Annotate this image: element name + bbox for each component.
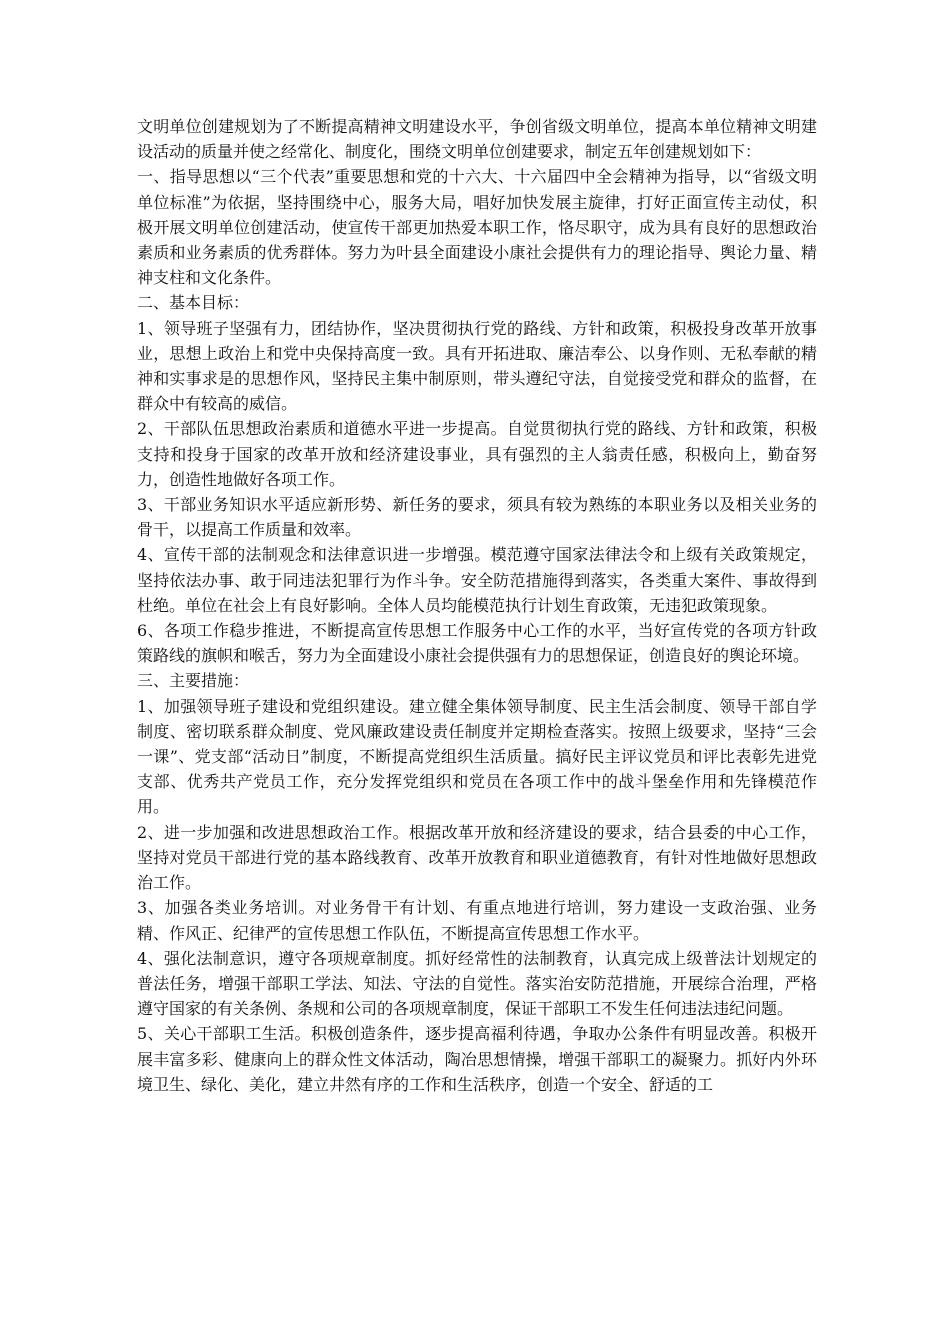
goal-item-6: 6、各项工作稳步推进，不断提高宣传思想工作服务中心工作的水平，当好宣传党的各项方针政策路线的旗帜和喉舌，努力为全面建设小康社会提供强有力的思想保证，创造良好的舆论环境。 bbox=[137, 621, 817, 666]
guiding-ideology-paragraph: 一、指导思想以“三个代表”重要思想和党的十六大、十六届四中全会精神为指导，以“省级文明单位标准”为依据，坚持围绕中心，服务大局，唱好加快发展主旋律，打好正面宣传主动仗，积极开展文明单位创建活动，使宣传干部更加热爱本职工作，恪尽职守，成为具有良好的思想政治素质和业务素质的优秀群体。努力为叶县全面建设小康社会提供有力的理论指导、舆论力量、精神支柱和文化条件。 bbox=[137, 167, 817, 288]
document-body bbox=[137, 114, 817, 1097]
measure-item-4: 4、强化法制意识，遵守各项规章制度。抓好经常性的法制教育，认真完成上级普法计划规定的普法任务，增强干部职工学法、知法、守法的自觉性。落实治安防范措施，开展综合治理，严格遵守国家的有关条例、条规和公司的各项规章制度，保证干部职工不发生任何违法违纪问题。 bbox=[137, 948, 817, 1019]
measure-item-2: 2、进一步加强和改进思想政治工作。根据改革开放和经济建设的要求，结合县委的中心工作，坚持对党员干部进行党的基本路线教育、改革开放教育和职业道德教育，有针对性地做好思想政治工作。 bbox=[137, 822, 817, 893]
intro-paragraph: 文明单位创建规划为了不断提高精神文明建设水平，争创省级文明单位，提高本单位精神文明建设活动的质量并使之经常化、制度化，围绕文明单位创建要求，制定五年创建规划如下： bbox=[137, 117, 817, 162]
goal-item-4: 4、宣传干部的法制观念和法律意识进一步增强。模范遵守国家法律法令和上级有关政策规定，坚持依法办事、敢于同违法犯罪行为作斗争。安全防范措施得到落实，各类重大案件、事故得到杜绝。单位在社会上有良好影响。全体人员均能模范执行计划生育政策，无违犯政策现象。 bbox=[137, 545, 817, 615]
measure-item-1: 1、加强领导班子建设和党组织建设。建立健全集体领导制度、民主生活会制度、领导干部自学制度、密切联系群众制度、党风廉政建设责任制度并定期检查落实。按照上级要求，坚持“三会一课”、党支部“活动日”制度，不断提高党组织生活质量。搞好民主评议党员和评比表彰先进党支部、优秀共产党员工作，充分发挥党组织和党员在各项工作中的战斗堡垒作用和先锋模范作用。 bbox=[137, 696, 817, 817]
measure-item-3: 3、加强各类业务培训。对业务骨干有计划、有重点地进行培训，努力建设一支政治强、业务精、作风正、纪律严的宣传思想工作队伍，不断提高宣传思想工作水平。 bbox=[137, 898, 817, 943]
section-heading-main-measures: 三、主要措施： bbox=[137, 671, 250, 691]
goal-item-2: 2、干部队伍思想政治素质和道德水平进一步提高。自觉贯彻执行党的路线、方针和政策，积极支持和投身于国家的改革开放和经济建设事业，具有强烈的主人翁责任感，积极向上，勤奋努力，创造性地做好各项工作。 bbox=[137, 419, 817, 489]
goal-item-1: 1、领导班子坚强有力，团结协作，坚决贯彻执行党的路线、方针和政策，积极投身改革开放事业，思想上政治上和党中央保持高度一致。具有开拓进取、廉洁奉公、以身作则、无私奉献的精神和实事求是的思想作风，坚持民主集中制原则，带头遵纪守法，自觉接受党和群众的监督，在群众中有较高的威信。 bbox=[137, 318, 817, 414]
section-heading-basic-goals: 二、基本目标： bbox=[137, 293, 250, 313]
measure-item-5: 5、关心干部职工生活。积极创造条件，逐步提高福利待遇，争取办公条件有明显改善。积极开展丰富多彩、健康向上的群众性文体活动，陶冶思想情操，增强干部职工的凝聚力。抓好内外环境卫生、绿化、美化，建立井然有序的工作和生活秩序，创造一个安全、舒适的工 bbox=[137, 1024, 817, 1094]
goal-item-3: 3、干部业务知识水平适应新形势、新任务的要求，须具有较为熟练的本职业务以及相关业务的骨干，以提高工作质量和效率。 bbox=[137, 495, 817, 540]
